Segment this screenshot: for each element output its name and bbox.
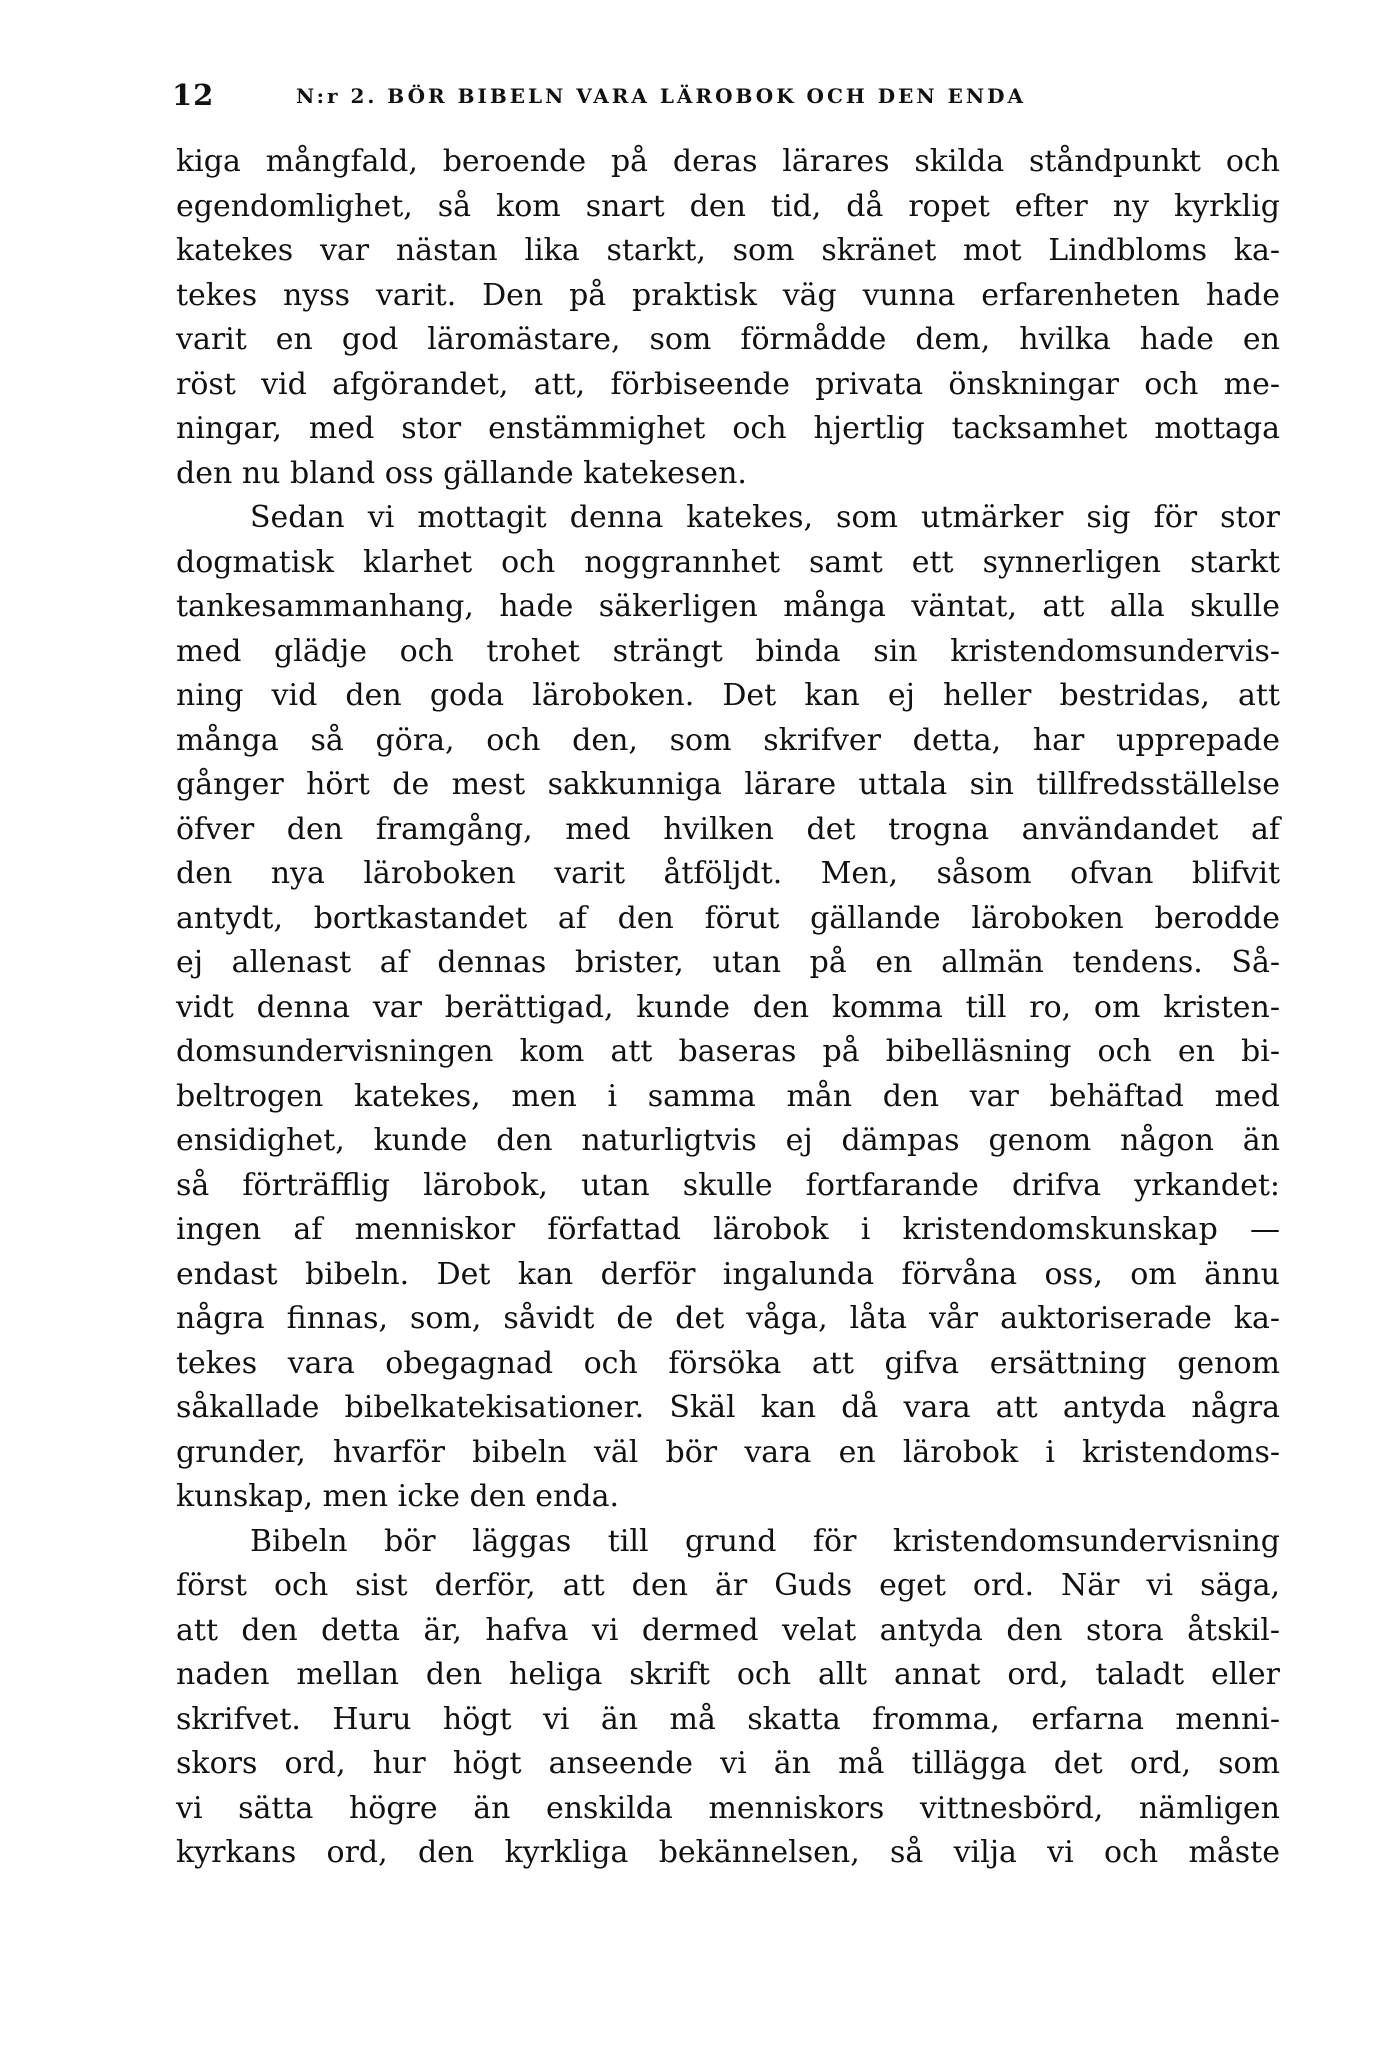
text-line: beltrogen katekes, men i samma mån den var behäftad med [176,1078,1280,1114]
text-line: att den detta är, hafva vi dermed velat antyda den stora åtskil- [176,1612,1280,1648]
paragraph-2 [176,496,1280,1520]
text-line: kunskap, men icke den enda. [176,1479,619,1514]
running-title: N:r 2. BÖR BIBELN VARA LÄROBOK OCH DEN ENDA [296,84,1026,108]
text-line: antydt, bortkastandet af den förut gällande läroboken berodde [176,900,1280,936]
text-line: katekes var nästan lika starkt, som skränet mot Lindbloms ka- [176,233,1280,268]
text-line: ensidighet, kunde den naturligtvis ej dämpas genom någon än [176,1123,1280,1158]
text-line: grunder, hvarför bibeln väl bör vara en lärobok i kristendoms- [176,1434,1280,1470]
text-line: först och sist derför, att den är Guds eget ord. När vi säga, [176,1568,1280,1603]
text-line: endast bibeln. Det kan derför ingalunda förvåna oss, om ännu [176,1256,1280,1292]
text-line: röst vid afgörandet, att, förbiseende privata önskningar och me- [176,366,1280,402]
text-line: ingen af menniskor författad lärobok i kristendomskunskap — [176,1212,1280,1247]
text-line: såkallade bibelkatekisationer. Skäl kan då vara att antyda några [176,1390,1280,1425]
paragraph-1 [176,140,1280,496]
text-line: den nu bland oss gällande katekesen. [176,455,747,491]
text-line: gånger hört de mest sakkunniga lärare uttala sin tillfredsställelse [176,767,1280,802]
text-line: tekes nyss varit. Den på praktisk väg vunna erfarenheten hade [176,277,1280,313]
text-line: kiga mångfald, beroende på deras lärares skilda ståndpunkt och [176,144,1280,179]
text-line: tekes vara obegagnad och försöka att gifva ersättning genom [176,1345,1280,1381]
text-line: varit en god läromästare, som förmådde dem, hvilka hade en [176,322,1280,357]
text-line: naden mellan den heliga skrift och allt annat ord, taladt eller [176,1657,1280,1692]
text-line: kyrkans ord, den kyrkliga bekännelsen, så vilja vi och måste [176,1835,1280,1870]
text-line: Sedan vi mottagit denna katekes, som utmärker sig för stor [250,500,1280,535]
text-line: ningar, med stor enstämmighet och hjertlig tacksamhet mottaga [176,411,1280,446]
running-head [172,78,1272,118]
body-text [176,140,1280,1876]
text-line: egendomlighet, så kom snart den tid, då ropet efter ny kyrklig [176,188,1280,224]
text-line: några finnas, som, såvidt de det våga, låta vår auktoriserade ka- [176,1301,1280,1336]
text-line: ning vid den goda läroboken. Det kan ej heller bestridas, att [176,678,1280,713]
page-number: 12 [172,78,215,112]
text-line: öfver den framgång, med hvilken det trogna användandet af [176,811,1280,847]
text-line: tankesammanhang, hade säkerligen många väntat, att alla skulle [176,589,1280,624]
text-line: med glädje och trohet strängt binda sin kristendomsundervis- [176,633,1280,669]
text-line: många så göra, och den, som skrifver detta, har upprepade [176,722,1280,758]
text-line: Bibeln bör läggas till grund för kristendomsundervisning [250,1523,1280,1559]
text-line: ej allenast af dennas brister, utan på en allmän tendens. Så- [176,945,1280,980]
paragraph-3 [176,1520,1280,1876]
text-line: dogmatisk klarhet och noggrannhet samt ett synnerligen starkt [176,544,1280,580]
text-line: vi sätta högre än enskilda menniskors vittnesbörd, nämligen [176,1790,1280,1826]
text-line: domsundervisningen kom att baseras på bibelläsning och en bi- [176,1034,1280,1069]
text-line: så förträfflig lärobok, utan skulle fortfarande drifva yrkandet: [176,1167,1280,1203]
text-line: skrifvet. Huru högt vi än må skatta fromma, erfarna menni- [176,1701,1280,1737]
text-line: den nya läroboken varit åtföljdt. Men, såsom ofvan blifvit [176,856,1280,891]
text-line: skors ord, hur högt anseende vi än må tillägga det ord, som [176,1746,1280,1781]
text-line: vidt denna var berättigad, kunde den komma till ro, om kristen- [176,989,1280,1025]
